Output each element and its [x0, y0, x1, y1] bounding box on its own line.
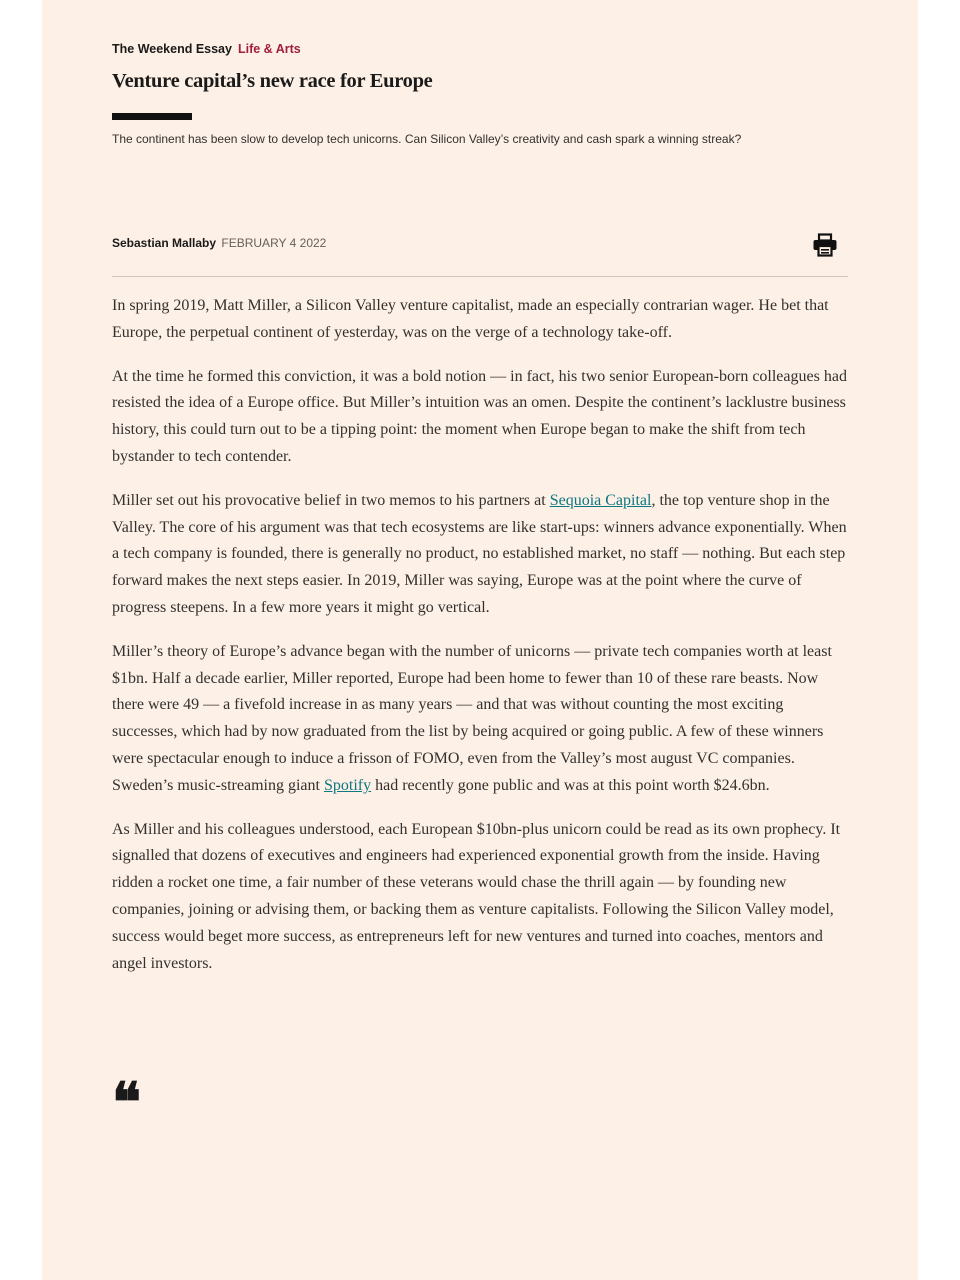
paragraph-3 — [112, 488, 848, 622]
article-standfirst: The continent has been slow to develop tech unicorns. Can Silicon Valley’s creativity and cash spark a winning streak? — [112, 132, 742, 146]
byline-divider — [112, 276, 848, 277]
paragraph-1: In spring 2019, Matt Miller, a Silicon Valley venture capitalist, made an especially contrarian wager. He bet that Europe, the perpetual continent of yesterday, was on the verge of a technology take-off. — [112, 297, 829, 341]
byline — [112, 236, 326, 250]
spotify-link[interactable]: Spotify — [323, 776, 372, 794]
paragraph-3-text: Miller set out his provocative belief in two memos to his partners at — [112, 491, 550, 509]
author-name[interactable]: Sebastian Mallaby — [112, 236, 217, 250]
article-headline: Venture capital’s new race for Europe — [112, 70, 433, 92]
print-icon[interactable] — [812, 233, 838, 257]
headline-divider — [112, 113, 192, 120]
paragraph-3-text-cont: , the top venture shop in the Valley. The core of his argument was that tech ecosystems are like start-ups: winners advance exponentially. When a tech company is founded, there is generally no product, no established market, no staff — nothing. But each step forward makes the next steps easier. In 2019, Miller was saying, Europe was at the point where the curve of progress steepens. In a few more years it might go vertical. — [112, 491, 847, 616]
sequoia-capital-link[interactable]: Sequoia Capital — [549, 491, 652, 509]
publish-date: FEBRUARY 4 2022 — [221, 236, 327, 250]
article-body — [112, 293, 848, 994]
article-kicker — [112, 42, 301, 56]
section-label[interactable]: Life & Arts — [237, 42, 301, 56]
series-label[interactable]: The Weekend Essay — [112, 42, 232, 56]
article-page — [42, 0, 918, 1280]
quote-icon: ❝ — [112, 1073, 142, 1133]
paragraph-4-text: Miller’s theory of Europe’s advance began with the number of unicorns — private tech companies worth at least $1bn. Half a decade earlier, Miller reported, Europe had been home to fewer than 10 of these rare beasts. Now there were 49 — a fivefold increase in as many years — and that was without counting the most exciting successes, which had by now graduated from the list by being acquired or going public. A few of these winners were spectacular enough to induce a frisson of FOMO, even from the Valley’s most august VC companies. Sweden’s music-streaming giant — [112, 642, 832, 794]
paragraph-4-text-cont: had recently gone public and was at this point worth $24.6bn. — [371, 776, 770, 794]
paragraph-5: As Miller and his colleagues understood, each European $10bn-plus unicorn could be read as its own prophecy. It signalled that dozens of executives and engineers had experienced exponential growth from the inside. Having ridden a rocket one time, a fair number of these veterans would chase the thrill again — by founding new companies, joining or advising them, or backing them as venture capitalists. Following the Silicon Valley model, success would beget more success, as entrepreneurs left for new ventures and turned into coaches, mentors and angel investors. — [112, 820, 841, 972]
paragraph-4 — [112, 639, 848, 800]
paragraph-2: At the time he formed this conviction, it was a bold notion — in fact, his two senior European-born colleagues had resisted the idea of a Europe office. But Miller’s intuition was an omen. Despite the continent’s lacklustre business history, this could turn out to be a tipping point: the moment when Europe began to make the shift from tech bystander to tech contender. — [112, 367, 847, 465]
